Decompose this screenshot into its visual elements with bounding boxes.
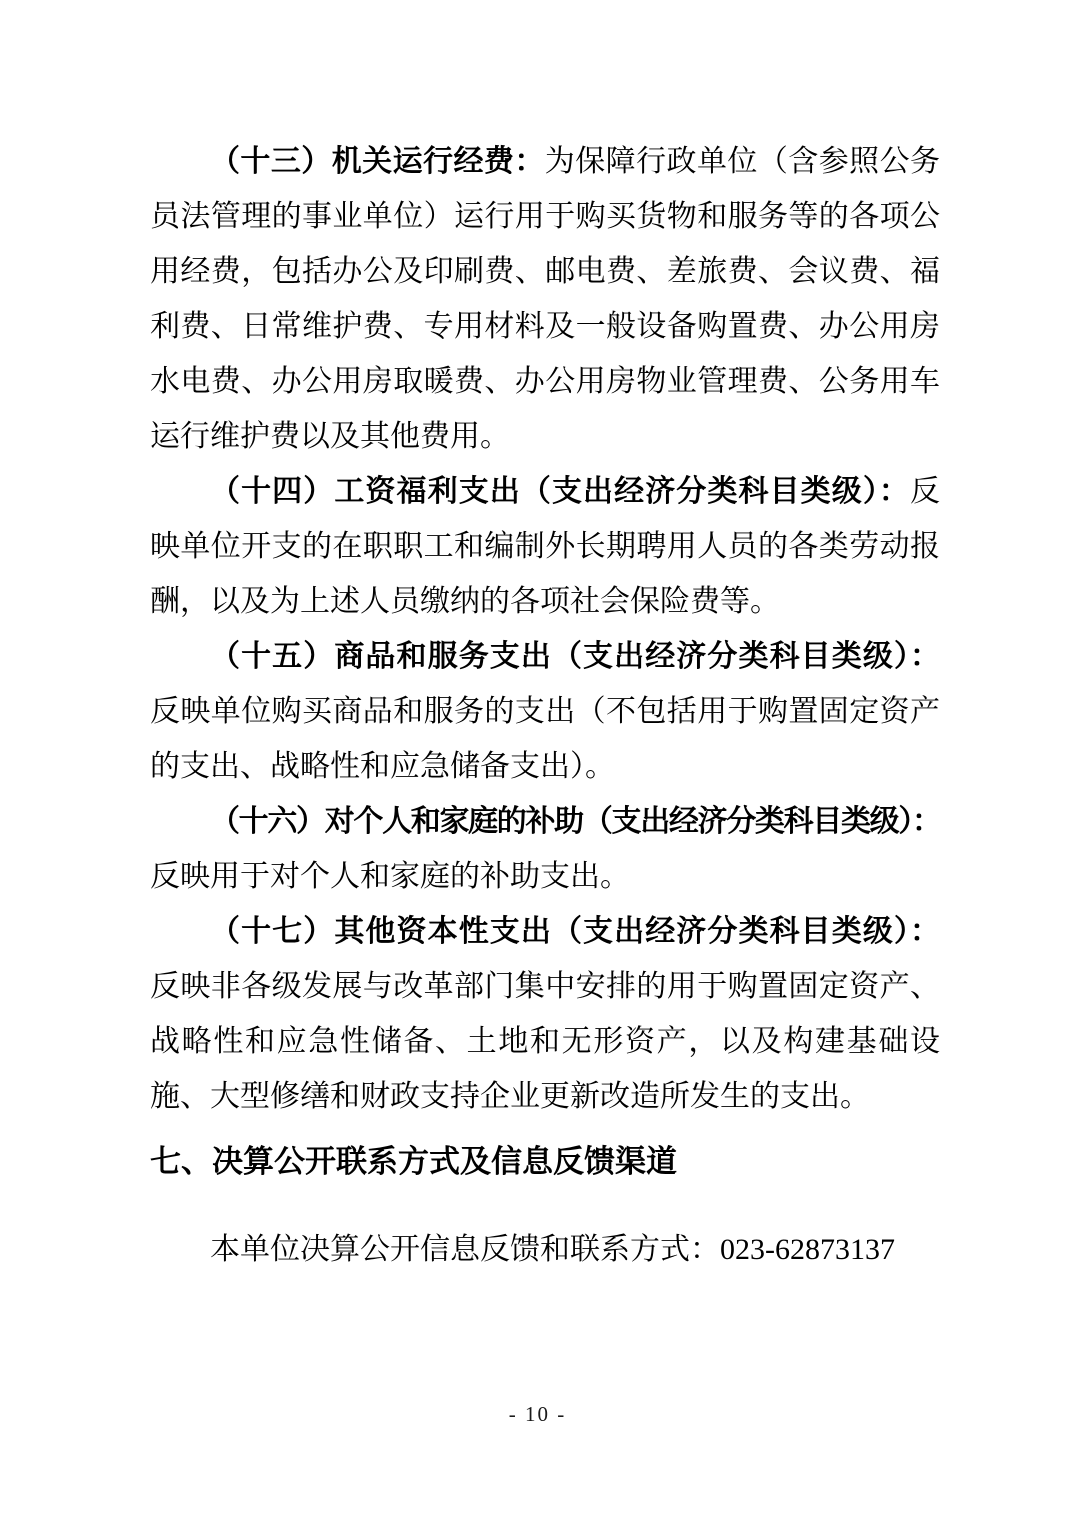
paragraph-14-text: 反映单位开支的在职职工和编制外长期聘用人员的各类劳动报酬，以及为上述人员缴纳的各项社会保险费等。 — [150, 475, 940, 618]
paragraph-17-text: 反映非各级发展与改革部门集中安排的用于购置固定资产、战略性和应急性储备、土地和无形资产，以及构建基础设施、大型修缮和财政支持企业更新改造所发生的支出。 — [150, 970, 940, 1113]
definition-paragraph-17 — [150, 904, 940, 1124]
definition-paragraph-15 — [150, 629, 940, 794]
paragraph-15-text: 反映单位购买商品和服务的支出（不包括用于购置固定资产的支出、战略性和应急储备支出）。 — [150, 695, 940, 783]
paragraph-17-lead: （十七）其他资本性支出（支出经济分类科目类级）： — [210, 915, 940, 948]
definition-paragraph-16 — [150, 794, 940, 904]
paragraph-16-lead: （十六）对个人和家庭的补助（支出经济分类科目类级）： — [210, 805, 940, 838]
section-heading: 七、决算公开联系方式及信息反馈渠道 — [150, 1144, 677, 1179]
definition-paragraph-14 — [150, 464, 940, 629]
definition-paragraph-13 — [150, 134, 940, 464]
paragraph-16-text: 反映用于对个人和家庭的补助支出。 — [150, 860, 630, 893]
page-number: - 10 - — [508, 1402, 567, 1426]
paragraph-15-lead: （十五）商品和服务支出（支出经济分类科目类级）： — [210, 640, 940, 673]
contact-line: 本单位决算公开信息反馈和联系方式：023-62873137 — [210, 1233, 895, 1266]
document-content — [150, 134, 940, 1277]
paragraph-14-lead: （十四）工资福利支出（支出经济分类科目类级）： — [210, 475, 910, 508]
paragraph-13-lead: （十三）机关运行经费： — [210, 145, 545, 178]
paragraph-13-text: 为保障行政单位（含参照公务员法管理的事业单位）运行用于购买货物和服务等的各项公用经费，包括办公及印刷费、邮电费、差旅费、会议费、福利费、日常维护费、专用材料及一般设备购置费、办公用房水电费、办公用房取暖费、办公用房物业管理费、公务用车运行维护费以及其他费用。 — [150, 145, 941, 453]
